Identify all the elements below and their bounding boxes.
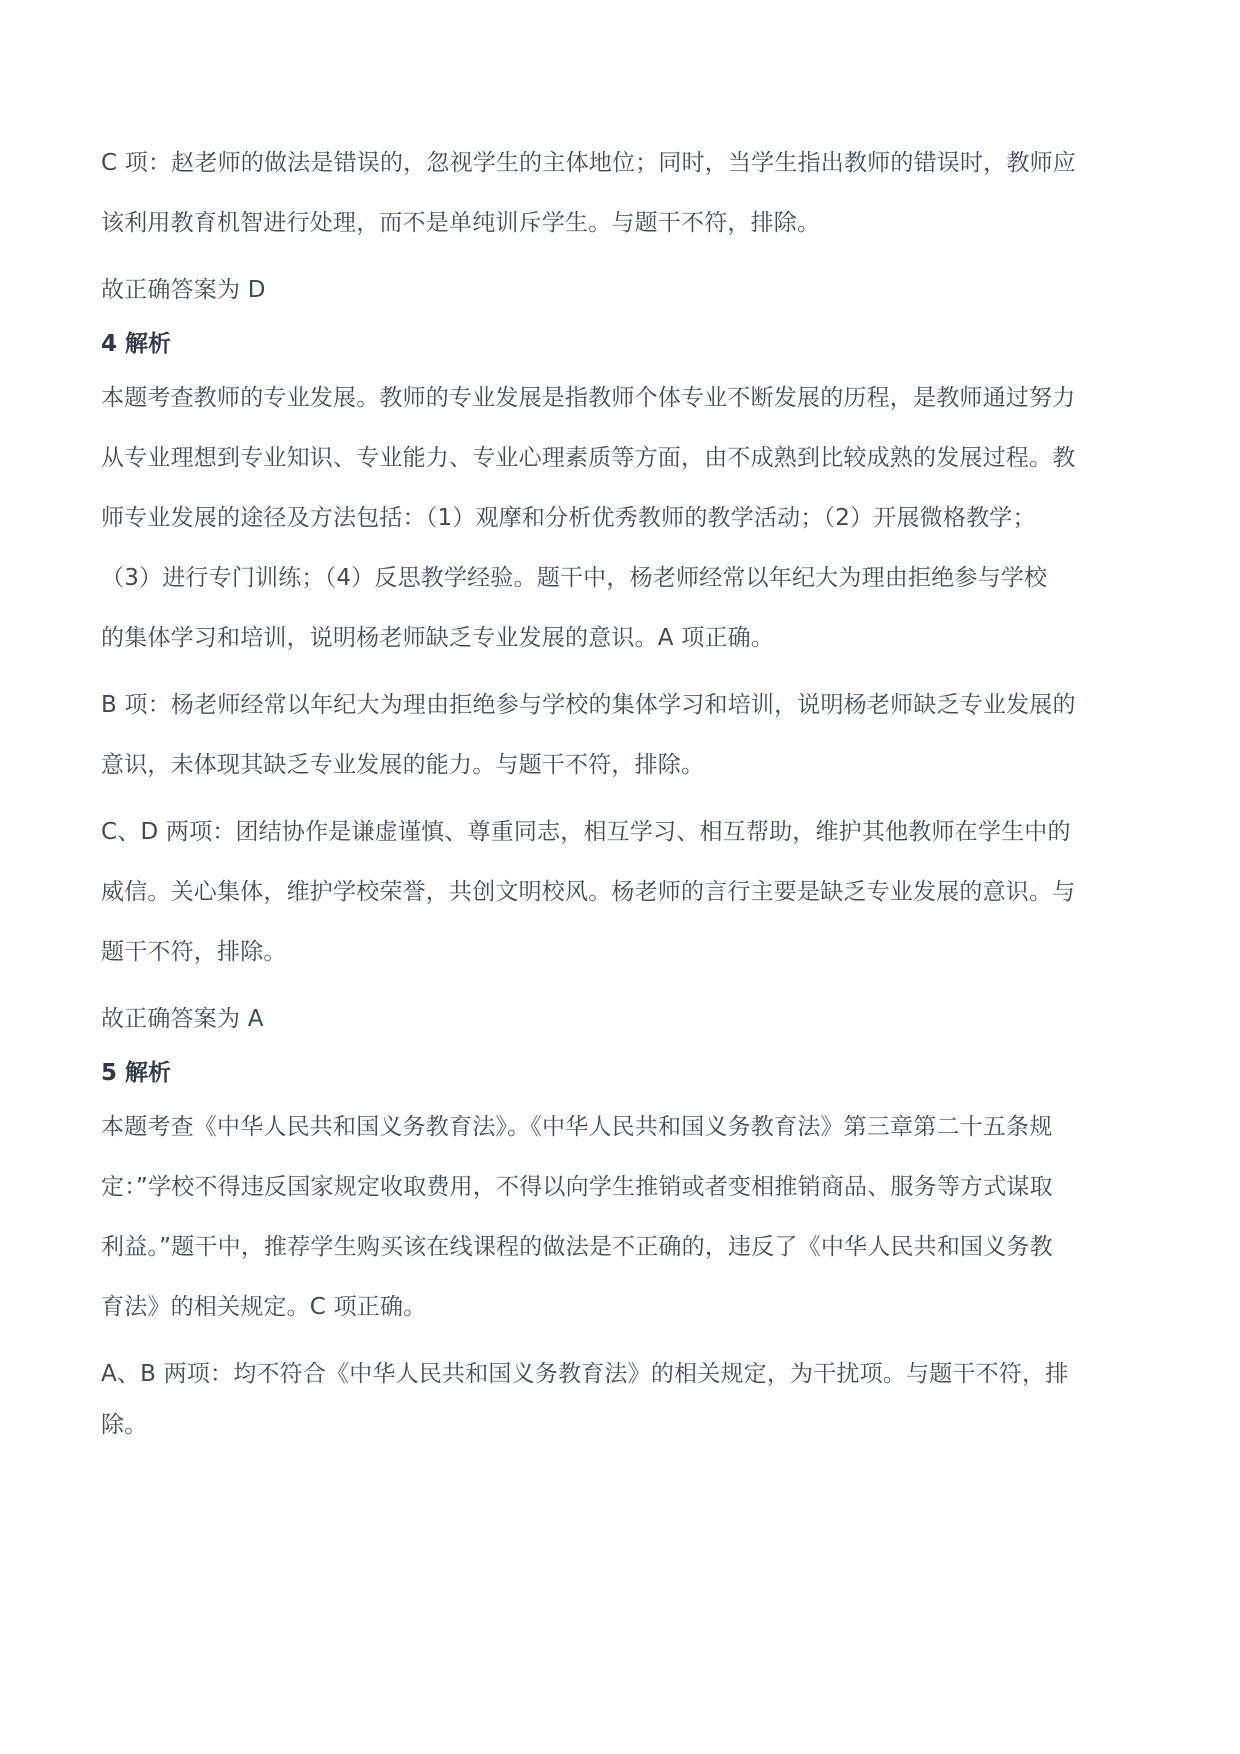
q3-c-item-line-2: 该利用教育机智进行处理，而不是单纯训斥学生。与题干不符，排除。 bbox=[101, 210, 821, 236]
q3-answer: 故正确答案为 D bbox=[101, 277, 266, 303]
q4-cd-item-line-2: 威信。关心集体，维护学校荣誉，共创文明校风。杨老师的言行主要是缺乏专业发展的意识。与 bbox=[101, 879, 1076, 905]
q4-intro-line-3: 师专业发展的途径及方法包括：（1）观摩和分析优秀教师的教学活动；（2）开展微格教学； bbox=[101, 505, 1036, 531]
q5-ab-item-line-2: 除。 bbox=[101, 1412, 148, 1438]
document-page bbox=[101, 146, 1151, 1442]
q4-b-item-line-2: 意识，未体现其缺乏专业发展的能力。与题干不符，排除。 bbox=[101, 752, 705, 778]
q5-intro-line-2: 定：”学校不得违反国家规定收取费用，不得以向学生推销或者变相推销商品、服务等方式谋取 bbox=[101, 1174, 1053, 1200]
q5-heading: 5 解析 bbox=[101, 1060, 172, 1086]
q3-analysis-continued bbox=[101, 146, 1151, 307]
q5-ab-item-line-1: A、B 两项：均不符合《中华人民共和国义务教育法》的相关规定，为干扰项。与题干不符，排 bbox=[101, 1361, 1069, 1387]
q4-cd-item-line-3: 题干不符，排除。 bbox=[101, 939, 287, 965]
q4-b-item-line-1: B 项：杨老师经常以年纪大为理由拒绝参与学校的集体学习和培训，说明杨老师缺乏专业发展的 bbox=[101, 692, 1076, 718]
q4-intro-line-2: 从专业理想到专业知识、专业能力、专业心理素质等方面，由不成熟到比较成熟的发展过程。教 bbox=[101, 445, 1076, 471]
q4-intro-line-5: 的集体学习和培训，说明杨老师缺乏专业发展的意识。A 项正确。 bbox=[101, 625, 775, 651]
q5-intro-line-3: 利益。”题干中，推荐学生购买该在线课程的做法是不正确的，违反了《中华人民共和国义务教 bbox=[101, 1234, 1053, 1260]
q4-intro-line-1: 本题考查教师的专业发展。教师的专业发展是指教师个体专业不断发展的历程，是教师通过努力 bbox=[101, 385, 1076, 411]
q3-c-item-line-1: C 项：赵老师的做法是错误的，忽视学生的主体地位；同时，当学生指出教师的错误时，教师应 bbox=[101, 150, 1076, 176]
q4-analysis bbox=[101, 327, 1151, 1036]
q4-intro-line-4: （3）进行专门训练；（4）反思教学经验。题干中，杨老师经常以年纪大为理由拒绝参与学校 bbox=[101, 565, 1048, 591]
q5-intro-line-1: 本题考查《中华人民共和国义务教育法》。《中华人民共和国义务教育法》第三章第二十五条规 bbox=[101, 1114, 1053, 1140]
q5-analysis bbox=[101, 1056, 1151, 1442]
q5-intro-line-4: 育法》的相关规定。C 项正确。 bbox=[101, 1294, 427, 1320]
q4-answer: 故正确答案为 A bbox=[101, 1006, 264, 1032]
q4-heading: 4 解析 bbox=[101, 331, 172, 357]
q4-cd-item-line-1: C、D 两项：团结协作是谦虚谨慎、尊重同志，相互学习、相互帮助，维护其他教师在学生中的 bbox=[101, 819, 1071, 845]
